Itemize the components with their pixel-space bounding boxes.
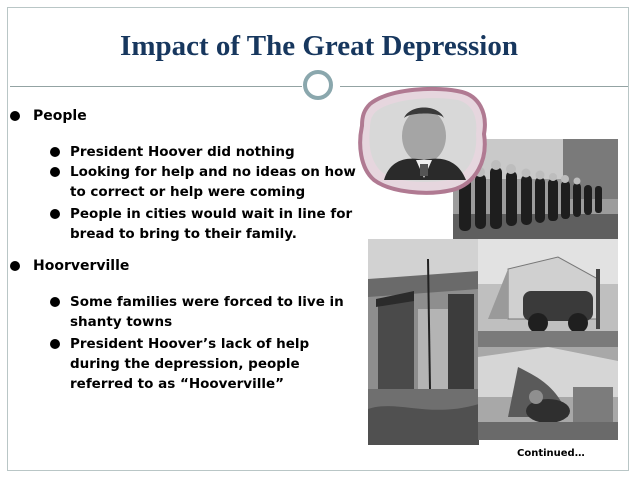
bullet-text: President Hoover’s lack of help during the depression, people referred to as “Hooverville” [70,336,310,392]
title-divider-left [10,86,302,87]
divider-circle-icon [303,70,333,100]
bullet-icon [50,209,60,219]
list-item [50,142,370,162]
list-item [50,292,350,332]
bullet-icon [50,297,60,307]
shanty-town-photo [368,239,479,445]
bullet-icon [10,111,20,121]
bullet-text: Some families were forced to live in shanty towns [70,294,344,330]
continued-footer: Continued… [517,448,585,459]
section-heading: People [33,108,87,124]
bullet-icon [10,261,20,271]
list-item [50,162,370,202]
tent-camp-photo [478,239,618,347]
list-item [50,204,370,244]
bullet-text: People in cities would wait in line for bread to bring to their family. [70,206,353,242]
section-heading-hooverville-row [10,256,129,276]
bullet-icon [50,339,60,349]
hoover-portrait-photo [356,86,490,196]
bullet-icon [50,147,60,157]
section-heading: Hoorverville [33,258,130,274]
bullet-text: President Hoover did nothing [70,144,295,160]
list-item [50,334,350,394]
bullet-text: Looking for help and no ideas on how to correct or help were coming [70,164,356,200]
bullet-icon [50,167,60,177]
camp-family-photo [478,347,618,440]
section-heading-people-row [10,106,87,126]
slide-title: Impact of The Great Depression [120,30,518,62]
